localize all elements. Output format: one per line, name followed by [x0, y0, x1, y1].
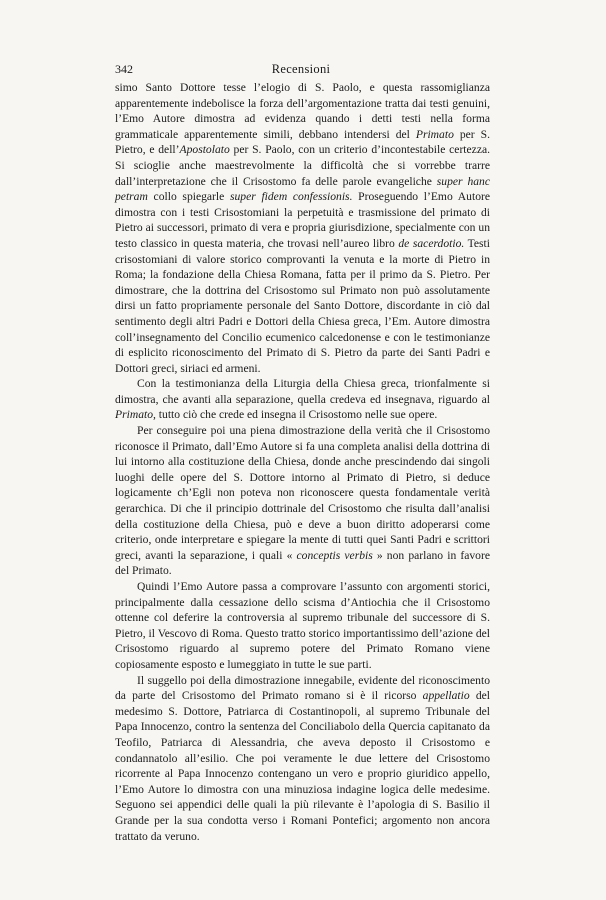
italic-text: Apostolato: [179, 143, 230, 157]
italic-text: de sacerdotio.: [398, 236, 465, 250]
text-run: Quindi l’Emo Autore passa a comprovare l’assunto con argomenti storici, principalmente dalla cessazione dello scisma d’Antiochia che il Crisostomo ottenne col deferire la controversia al supremo tribunale del successore di S. Pietro, il Vescovo di Roma. Questo tratto storico importantissimo dell’azione del Crisostomo riguardo al supremo potere del Primato Romano viene copiosamente esposto e lumeggiato in tutte le sue parti.: [115, 580, 490, 671]
italic-text: super fidem confessionis.: [229, 190, 353, 204]
text-run: collo spiegarle: [147, 190, 230, 204]
text-run: simo Santo Dottore tesse l’elogio di S. Paolo, e questa rassomiglianza apparentemente indebolisce la forza dell’argomentazione tratta dai testi genuini, l’Emo Autore dimostra ad evidenza quando i detti testi nella forma grammaticale apparentemente simili, debbano intendersi del: [115, 81, 490, 141]
paragraph: [115, 423, 490, 579]
page-number: 342: [115, 62, 133, 76]
body-text: [115, 80, 490, 844]
page-header: [115, 62, 487, 80]
text-run: Per conseguire poi una piena dimostrazione della verità che il Crisostomo riconosce il Primato, dall’Emo Autore si fa una completa analisi della dottrina di lui intorno alla costituzione della Chiesa, donde anche prescindendo dai singoli luoghi delle opere del S. Dottore intorno al Primato di Pietro, si deduce logicamente ch’Egli non poteva non riconoscere questa fondamentale verità gerarchica. Di che il principio dottrinale del Crisostomo che risulta dall’analisi della costituzione della Chiesa, può e deve a buon diritto adoperarsi come criterio, onde interpretare e spiegare la mente di tutti quei Santi Padri e scrittori greci, avanti la separazione, i quali «: [115, 424, 490, 562]
text-run: » non parlano in favore del Primato.: [115, 548, 490, 578]
italic-text: Primato: [415, 127, 454, 141]
paragraph: [115, 376, 490, 423]
text-run: tutto ciò che crede ed insegna il Crisostomo nelle sue opere.: [155, 408, 438, 422]
text-run: Con la testimonianza della Liturgia della Chiesa greca, trionfalmente si dimostra, che avanti alla separazione, quella credeva ed insegnava, riguardo al: [115, 377, 490, 406]
text-run: per S. Pietro, e dell’: [115, 127, 490, 157]
text-run: del medesimo S. Dottore, Patriarca di Costantinopoli, al supremo Tribunale del Papa Innocenzo, contro la sentenza del Conciliabolo della Quercia capitanato da Teofilo, Patriarca di Alessandria, che aveva deposto il Crisostomo e condannatolo all’esilio. Che poi veramente le due lettere del Crisostomo ricorrente al Papa Innocenzo contengano un vero e proprio giuridico appello, l’Emo Autore lo dimostra con una minuziosa indagine logica delle medesime. Seguono sei appendici delle quali la più rilevante è l’apologia di S. Basilio il Grande per la sua condotta verso i Romani Pontefici; argomento non ancora trattato da veruno.: [115, 689, 491, 843]
paragraph: [115, 80, 490, 376]
text-run: Proseguendo l’Emo Autore dimostra con i testi Crisostomiani la perpetuità e trasmissione del primato di Pietro ai successori, primato di vera e propria giurisdizione, specialmente con un testo classico in questa materia, che trovasi nell’aureo libro: [115, 190, 490, 250]
paragraph: [115, 673, 490, 845]
italic-text: appellatio: [422, 689, 470, 703]
italic-text: super hanc petram: [115, 174, 490, 204]
italic-text: conceptis verbis: [296, 548, 373, 562]
text-run: per S. Paolo, con un criterio d’incontestabile certezza. Si scioglie anche maestrevolmente la difficoltà che si vorrebbe trarre dall’interpretazione che il Crisostomo fa delle parole evangeliche: [115, 143, 491, 188]
italic-text: Primato,: [115, 408, 156, 422]
paragraph: [115, 579, 490, 673]
text-run: Testi crisostomiani di valore storico comprovanti la venuta e la morte di Pietro in Roma; la fondazione della Chiesa Romana, fatta per il primo da S. Pietro. Per dimostrare, che la dottrina del Crisostomo sul Primato non può assolutamente dirsi un fatto propriamente personale del Santo Dottore, discordante in ciò dal sentimento degli altri Padri e Dottori della Chiesa greca, l’Em. Autore dimostra coll’insegnamento del Concilio ecumenico calcedonense e con le testimonianze di esplicito riconoscimento del Primato di S. Pietro da parte dei Santi Padri e Dottori greci, siriaci ed armeni.: [115, 236, 490, 375]
running-title: Recensioni: [271, 62, 331, 76]
text-run: Il suggello poi della dimostrazione innegabile, evidente del riconoscimento da parte del Crisostomo del Primato romano si è il ricorso: [115, 673, 490, 703]
